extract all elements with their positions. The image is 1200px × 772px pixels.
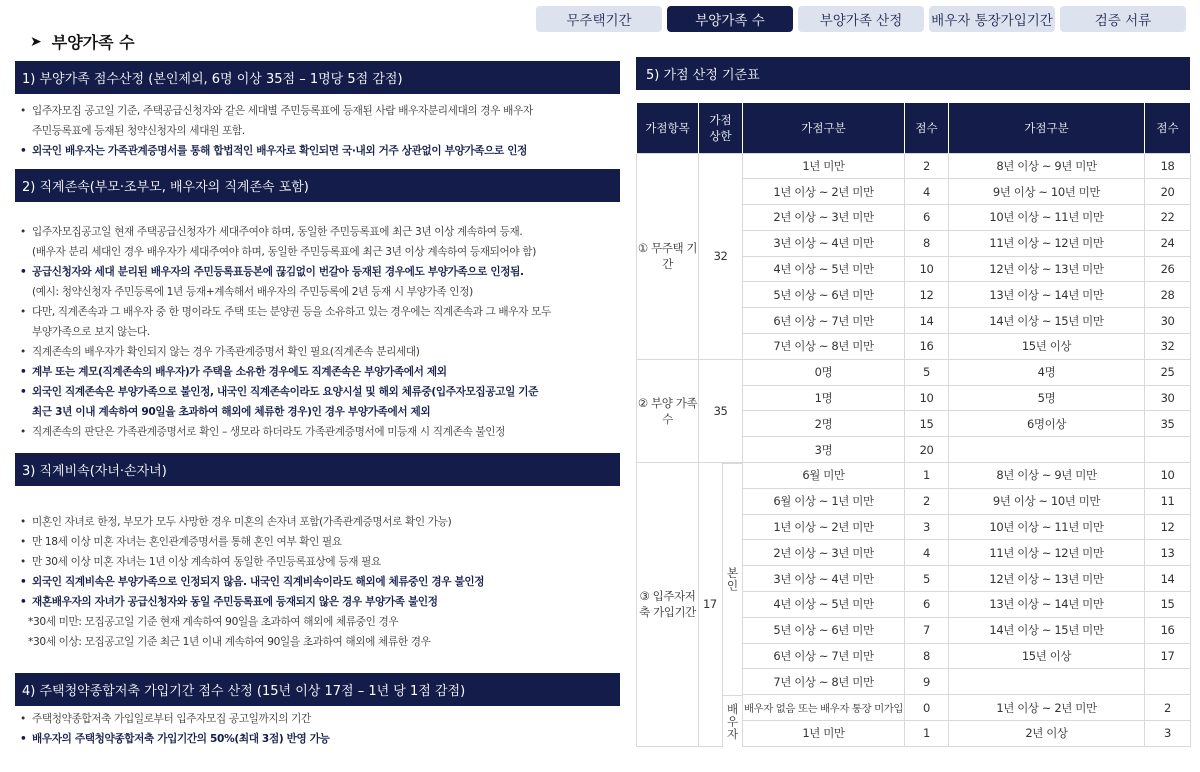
list-item: • 재혼배우자의 자녀가 공급신청자와 동일 주민등록표에 등재되지 않은 경우 부양가족 불인정 [18, 592, 618, 612]
list-item: • 배우자의 주택청약종합저축 가입기간의 50%(최대 3점) 반영 가능 [18, 729, 618, 749]
table-cell: 3 [1145, 721, 1191, 747]
table-cell: 1 [905, 463, 949, 489]
tab-1[interactable]: 무주택기간 [536, 6, 662, 32]
table-cell: 22 [1145, 205, 1191, 231]
table-cell: 25 [1145, 359, 1191, 385]
table-cell: 20 [905, 437, 949, 463]
table-cell: 15년 이상 [949, 334, 1145, 360]
table-cell: 6월 이상 ~ 1년 미만 [743, 488, 905, 514]
table-cell: 10 [905, 385, 949, 411]
page-title-text: 부양가족 수 [51, 33, 135, 52]
table-cell: 8년 이상 ~ 9년 미만 [949, 153, 1145, 179]
table-cell: 3 [905, 514, 949, 540]
table-cell: 1년 미만 [743, 153, 905, 179]
list-item: • 미혼인 자녀로 한정, 부모가 모두 사망한 경우 미혼의 손자녀 포함(가족관계증명서로 확인 가능) [18, 512, 618, 532]
list-item: • 다만, 직계존속과 그 배우자 중 한 명이라도 주택 또는 분양권 등을 소유하고 있는 경우에는 직계존속과 그 배우자 모두 [18, 302, 618, 322]
table-cell: 1년 이상 ~ 2년 미만 [743, 179, 905, 205]
table-cell: 1년 미만 [743, 721, 905, 747]
column-header: 가점항목 [637, 103, 699, 153]
table-cell: 1 [905, 721, 949, 747]
tab-3[interactable]: 부양가족 산정 [798, 6, 924, 32]
table-cell: 0 [905, 695, 949, 721]
list-item: • 주택청약종합저축 가입일로부터 입주자모집 공고일까지의 기간 [18, 709, 618, 729]
table-cell: 15 [905, 411, 949, 437]
table-cell: 32 [699, 153, 743, 359]
table-cell: 26 [1145, 256, 1191, 282]
table-cell: 13년 이상 ~ 14년 미만 [949, 592, 1145, 618]
table-cell: 6년 이상 ~ 7년 미만 [743, 308, 905, 334]
list-item: • 만 18세 이상 미혼 자녀는 혼인관계증명서를 통해 혼인 여부 확인 필요 [18, 532, 618, 552]
table-cell [949, 437, 1145, 463]
table-cell: 2명 [743, 411, 905, 437]
table-cell: 0명 [743, 359, 905, 385]
list-item: 최근 3년 이내 계속하여 90일을 초과하여 해외에 체류한 경우)인 경우 부양가족에서 제외 [32, 406, 431, 418]
tab-5[interactable]: 검증 서류 [1060, 6, 1186, 32]
section-1-list [18, 101, 618, 161]
table-cell: 6 [905, 205, 949, 231]
table-cell: 16 [905, 334, 949, 360]
table-cell: 9년 이상 ~ 10년 미만 [949, 179, 1145, 205]
list-item: • 직계존속의 판단은 가족관계증명서로 확인 – 생모라 하더라도 가족관계증명서에 미등재 시 직계존속 불인정 [18, 422, 618, 442]
table-cell: 14년 이상 ~ 15년 미만 [949, 308, 1145, 334]
list-item: • 외국인 직계비속은 부양가족으로 인정되지 않음. 내국인 직계비속이라도 해외에 체류중인 경우 불인정 [18, 572, 618, 592]
table-cell [949, 669, 1145, 695]
table-cell: 30 [1145, 385, 1191, 411]
table-cell: 7 [905, 617, 949, 643]
table-cell: 14 [905, 308, 949, 334]
table-cell: 8 [905, 230, 949, 256]
score-table [636, 103, 1191, 747]
list-item: 주민등록표에 등재된 청약신청자의 세대원 포함. [32, 125, 245, 137]
table-cell: 7년 이상 ~ 8년 미만 [743, 669, 905, 695]
table-cell: 17 [699, 463, 743, 747]
table-cell: 5년 이상 ~ 6년 미만 [743, 617, 905, 643]
table-cell: 9 [905, 669, 949, 695]
column-header: 가점 상한 [699, 103, 743, 153]
column-header: 점수 [905, 103, 949, 153]
table-cell: 12 [1145, 514, 1191, 540]
table-row [637, 463, 1191, 489]
section-2-header: 2) 직계존속(부모·조부모, 배우자의 직계존속 포함) [15, 169, 620, 202]
sub-group-label: 배우자 [722, 695, 742, 747]
table-cell: 10 [1145, 463, 1191, 489]
table-cell: 13 [1145, 540, 1191, 566]
table-cell: 3명 [743, 437, 905, 463]
table-row [637, 153, 1191, 179]
table-cell: 2년 이상 ~ 3년 미만 [743, 540, 905, 566]
table-cell: 17 [1145, 643, 1191, 669]
tab-4[interactable]: 배우자 통장가입기간 [929, 6, 1055, 32]
table-cell: 15년 이상 [949, 643, 1145, 669]
table-cell: 10 [905, 256, 949, 282]
section-3-list [18, 512, 618, 652]
table-cell: 30 [1145, 308, 1191, 334]
tab-bar [536, 6, 1186, 32]
table-cell: 14 [1145, 566, 1191, 592]
table-cell: 7년 이상 ~ 8년 미만 [743, 334, 905, 360]
column-header: 점수 [1145, 103, 1191, 153]
list-item: • 외국인 배우자는 가족관계증명서를 통해 합법적인 배우자로 확인되면 국·내외 거주 상관없이 부양가족으로 인정 [18, 141, 618, 161]
table-header-row [637, 103, 1191, 153]
table-cell: 32 [1145, 334, 1191, 360]
table-cell: 4 [905, 179, 949, 205]
table-cell: 35 [1145, 411, 1191, 437]
table-cell: 12년 이상 ~ 13년 미만 [949, 566, 1145, 592]
table-cell: 10년 이상 ~ 11년 미만 [949, 514, 1145, 540]
section-4-header: 4) 주택청약종합저축 가입기간 점수 산정 (15년 이상 17점 – 1년 당 1점 감점) [15, 673, 620, 706]
table-cell: ① 무주택 기간 [637, 153, 699, 359]
sub-group-label: 본인 [722, 463, 742, 695]
table-cell: 2 [1145, 695, 1191, 721]
table-cell: 4년 이상 ~ 5년 미만 [743, 592, 905, 618]
table-cell [1145, 669, 1191, 695]
table-cell: 5년 이상 ~ 6년 미만 [743, 282, 905, 308]
arrow-right-icon: ➤ [30, 33, 42, 50]
table-cell: 10년 이상 ~ 11년 미만 [949, 205, 1145, 231]
table-cell: 5명 [949, 385, 1145, 411]
table-cell: 4년 이상 ~ 5년 미만 [743, 256, 905, 282]
list-item: *30세 미만: 모집공고일 기준 현재 계속하여 90일을 초과하여 해외에 체류중인 경우 [28, 616, 399, 628]
section-2-list [18, 222, 618, 442]
table-cell: 4명 [949, 359, 1145, 385]
list-item: (배우자 분리 세대인 경우 배우자가 세대주여야 하며, 동일한 주민등록표에 최근 3년 이상 계속하여 등재되어야 함) [32, 246, 536, 258]
table-cell: ② 부양 가족수 [637, 359, 699, 462]
table-cell: 8년 이상 ~ 9년 미만 [949, 463, 1145, 489]
table-cell: 6 [905, 592, 949, 618]
table-cell: 9년 이상 ~ 10년 미만 [949, 488, 1145, 514]
table-cell: ③ 입주자저축 가입기간 [637, 463, 699, 747]
table-row [637, 359, 1191, 385]
table-cell: 2년 이상 ~ 3년 미만 [743, 205, 905, 231]
table-cell: 16 [1145, 617, 1191, 643]
table-cell: 5 [905, 566, 949, 592]
table-cell: 35 [699, 359, 743, 462]
table-cell: 11년 이상 ~ 12년 미만 [949, 540, 1145, 566]
table-cell: 배우자 없음 또는 배우자 통장 미가입 [743, 695, 905, 721]
list-item: • 직계존속의 배우자가 확인되지 않는 경우 가족관계증명서 확인 필요(직계존속 분리세대) [18, 342, 618, 362]
list-item: (예시: 청약신청자 주민등록에 1년 등재+계속해서 배우자의 주민등록에 2년 등재 시 부양가족 인정) [32, 286, 473, 298]
list-item: • 입주자모집 공고일 기준, 주택공급신청자와 같은 세대별 주민등록표에 등재된 사람 배우자분리세대의 경우 배우자 [18, 101, 618, 121]
table-cell: 3년 이상 ~ 4년 미만 [743, 566, 905, 592]
table-cell: 4 [905, 540, 949, 566]
table-cell: 6년 이상 ~ 7년 미만 [743, 643, 905, 669]
table-cell: 12년 이상 ~ 13년 미만 [949, 256, 1145, 282]
table-cell: 11년 이상 ~ 12년 미만 [949, 230, 1145, 256]
section-4-list [18, 709, 618, 749]
table-cell: 1년 이상 ~ 2년 미만 [949, 695, 1145, 721]
column-header: 가점구분 [743, 103, 905, 153]
table-cell: 13년 이상 ~ 14년 미만 [949, 282, 1145, 308]
table-cell: 28 [1145, 282, 1191, 308]
table-cell: 3년 이상 ~ 4년 미만 [743, 230, 905, 256]
table-cell: 15 [1145, 592, 1191, 618]
table-cell: 1명 [743, 385, 905, 411]
column-header: 가점구분 [949, 103, 1145, 153]
table-cell: 1년 이상 ~ 2년 미만 [743, 514, 905, 540]
list-item: • 외국인 직계존속은 부양가족으로 불인정, 내국인 직계존속이라도 요양시설 및 해외 체류중(입주자모집공고일 기준 [18, 382, 618, 402]
section-3-header: 3) 직계비속(자녀·손자녀) [15, 453, 620, 486]
section-1-header: 1) 부양가족 점수산정 (본인제외, 6명 이상 35점 – 1명당 5점 감점) [15, 61, 620, 94]
table-cell: 2 [905, 488, 949, 514]
list-item: • 공급신청자와 세대 분리된 배우자의 주민등록표등본에 끊김없이 번갈아 등재된 경우에도 부양가족으로 인정됨. [18, 262, 618, 282]
page-title [30, 30, 135, 53]
table-cell: 6명이상 [949, 411, 1145, 437]
score-table-header: 5) 가점 산정 기준표 [636, 57, 1190, 90]
table-cell: 2년 이상 [949, 721, 1145, 747]
list-item: • 만 30세 이상 미혼 자녀는 1년 이상 계속하여 동일한 주민등록표상에 등재 필요 [18, 552, 618, 572]
table-cell: 2 [905, 153, 949, 179]
table-cell: 24 [1145, 230, 1191, 256]
table-cell: 11 [1145, 488, 1191, 514]
table-cell: 8 [905, 643, 949, 669]
tab-2[interactable]: 부양가족 수 [667, 6, 793, 32]
table-cell: 14년 이상 ~ 15년 미만 [949, 617, 1145, 643]
table-cell [1145, 437, 1191, 463]
table-cell: 20 [1145, 179, 1191, 205]
list-item: *30세 이상: 모집공고일 기준 최근 1년 이내 계속하여 90일을 초과하여 해외에 체류한 경우 [28, 636, 431, 648]
table-cell: 5 [905, 359, 949, 385]
list-item: • 입주자모집공고일 현재 주택공급신청자가 세대주여야 하며, 동일한 주민등록표에 최근 3년 이상 계속하여 등재. [18, 222, 618, 242]
list-item: 부양가족으로 보지 않는다. [32, 326, 150, 338]
list-item: • 계부 또는 계모(직계존속의 배우자)가 주택을 소유한 경우에도 직계존속은 부양가족에서 제외 [18, 362, 618, 382]
table-cell: 6월 미만 [743, 463, 905, 489]
table-cell: 12 [905, 282, 949, 308]
table-cell: 18 [1145, 153, 1191, 179]
